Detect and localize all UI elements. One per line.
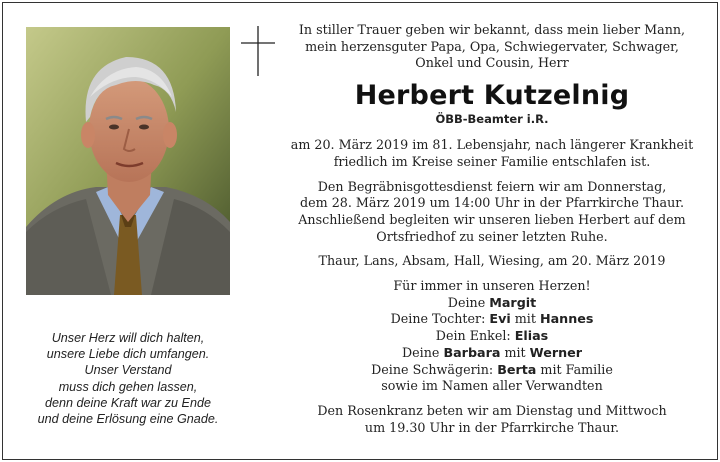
funeral-line: Den Begräbnisgottesdienst feiern wir am Donnerstag, — [317, 178, 667, 194]
poem-line: unsere Liebe dich umfangen. — [46, 347, 210, 362]
funeral-line: dem 28. März 2019 um 14:00 Uhr in der Pfarrkirche Thaur. — [300, 195, 684, 211]
family-line-wife: Deine Margit — [447, 294, 537, 310]
poem-line: Unser Herz will dich halten, — [51, 331, 205, 345]
forever-line: Für immer in unseren Herzen! — [393, 278, 591, 294]
memorial-poem — [12, 330, 244, 427]
poem-line: Unser Verstand — [84, 363, 172, 378]
death-line: am 20. März 2019 im 81. Lebensjahr, nach längerer Krankheit — [290, 137, 694, 153]
place-date: Thaur, Lans, Absam, Hall, Wiesing, am 20. März 2019 — [318, 253, 666, 269]
funeral-line: Ortsfriedhof zu seiner letzten Ruhe. — [376, 228, 608, 244]
deceased-name: Herbert Kutzelnig — [354, 80, 630, 112]
family-line-barbara: Deine Barbara mit Werner — [402, 344, 582, 360]
family-line-relatives: sowie im Namen aller Verwandten — [381, 378, 603, 394]
rosary-line: Den Rosenkranz beten wir am Dienstag und Mittwoch — [317, 402, 667, 418]
intro-line: mein herzensguter Papa, Opa, Schwiegervater, Schwager, — [305, 38, 679, 54]
poem-line: denn deine Kraft war zu Ende — [45, 395, 211, 410]
notice-text — [272, 22, 712, 436]
deceased-title: ÖBB-Beamter i.R. — [435, 112, 549, 127]
poem-line: und deine Erlösung eine Gnade. — [37, 412, 219, 427]
portrait-illustration — [26, 27, 230, 295]
funeral-line: Anschließend begleiten wir unseren lieben Herbert auf dem — [298, 211, 686, 227]
family-line-daughter: Deine Tochter: Evi mit Hannes — [390, 311, 594, 327]
rosary-line: um 19.30 Uhr in der Pfarrkirche Thaur. — [364, 419, 620, 435]
cross-icon — [241, 26, 275, 76]
family-line-sister-in-law: Deine Schwägerin: Berta mit Familie — [371, 361, 613, 377]
portrait-photo — [26, 27, 230, 295]
intro-line: In stiller Trauer geben wir bekannt, dass mein lieber Mann, — [298, 22, 686, 37]
intro-line: Onkel und Cousin, Herr — [415, 55, 569, 71]
family-line-grandson: Dein Enkel: Elias — [435, 328, 549, 344]
poem-line: muss dich gehen lassen, — [58, 379, 198, 394]
death-line: friedlich im Kreise seiner Familie entschlafen ist. — [333, 153, 651, 169]
